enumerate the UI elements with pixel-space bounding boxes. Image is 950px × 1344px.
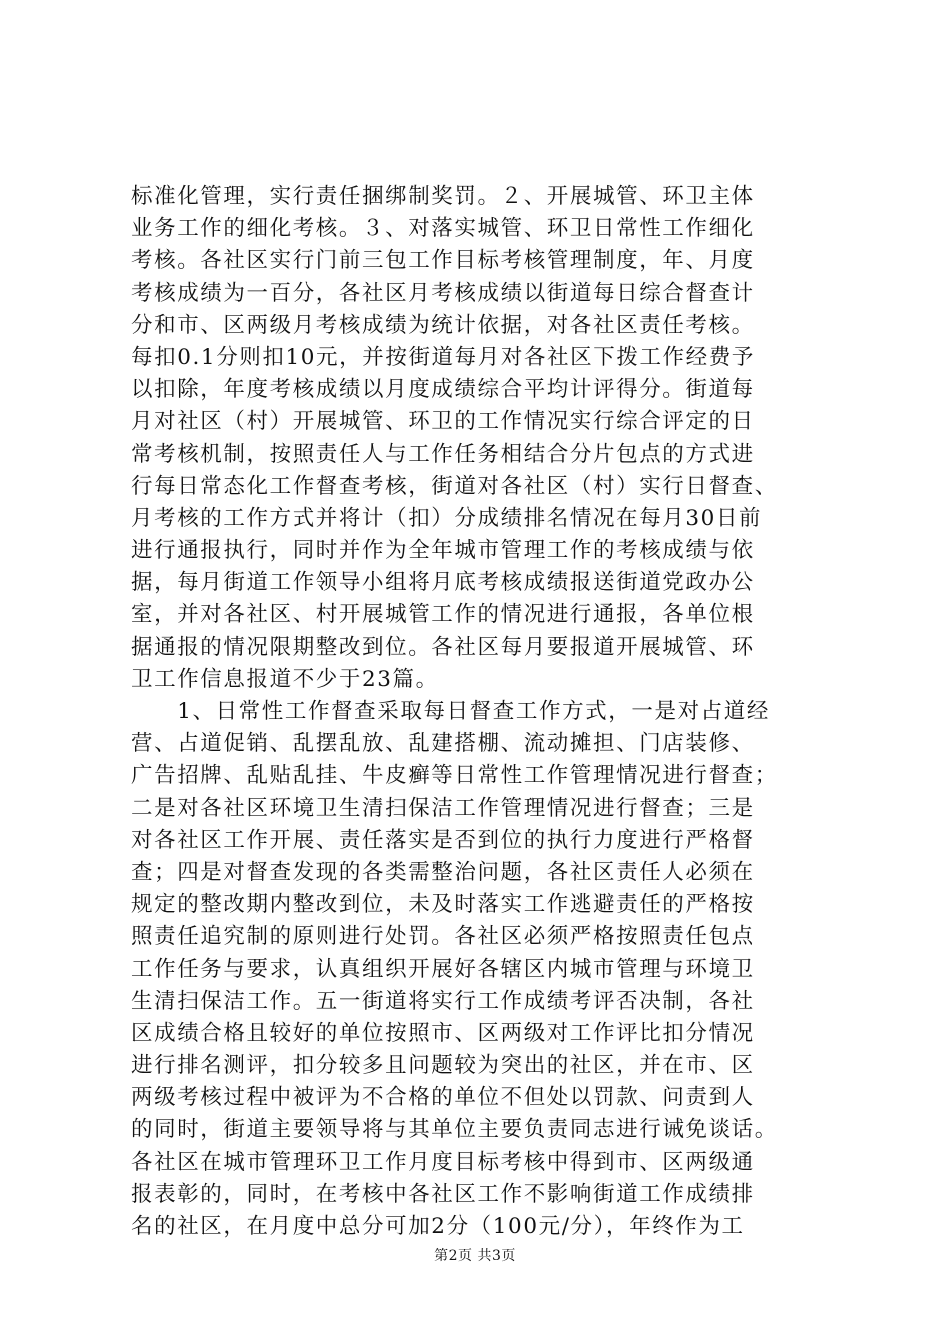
text-line: 标准化管理，实行责任捆绑制奖罚。２、开展城管、环卫主体 [131,184,755,209]
text-line: 考核成绩为一百分，各社区月考核成绩以街道每日综合督查计 [131,280,755,306]
text-line: 每扣0.1分则扣10元，并按街道每月对各社区下拨工作经费予 [131,344,755,370]
text-line: 业务工作的细化考核。３、对落实城管、环卫日常性工作细化 [131,216,755,242]
text-line: 名的社区，在月度中总分可加2分（100元/分），年终作为工 [131,1214,745,1239]
text-line: 的同时，街道主要领导将与其单位主要负责同志进行诫免谈话。 [131,1117,778,1143]
text-line: 室，并对各社区、村开展城管工作的情况进行通报，各单位根 [131,602,755,628]
text-line: 行每日常态化工作督查考核，街道对各社区（村）实行日督查、 [131,473,778,499]
text-line: 对各社区工作开展、责任落实是否到位的执行力度进行严格督 [131,827,755,853]
page-footer: 第2页 共3页 [434,1248,516,1264]
text-line: 规定的整改期内整改到位，未及时落实工作逃避责任的严格按 [131,892,755,918]
text-line: 卫工作信息报道不少于23篇。 [131,666,439,692]
text-line: 月考核的工作方式并将计（扣）分成绩排名情况在每月30日前 [131,505,763,531]
text-line: 两级考核过程中被评为不合格的单位不但处以罚款、问责到人 [131,1085,755,1111]
text-line: 常考核机制，按照责任人与工作任务相结合分片包点的方式进 [131,441,755,467]
text-line: 工作任务与要求，认真组织开展好各辖区内城市管理与环境卫 [131,956,755,982]
text-line: 考核。各社区实行门前三包工作目标考核管理制度，年、月度 [131,248,755,274]
text-line: 报表彰的，同时，在考核中各社区工作不影响街道工作成绩排 [131,1181,755,1207]
document-body [131,181,831,1243]
text-line: 二是对各社区环境卫生清扫保洁工作管理情况进行督查；三是 [131,795,755,821]
text-line: 据，每月街道工作领导小组将月底考核成绩报送街道党政办公 [131,570,755,596]
text-line: 查；四是对督查发现的各类需整治问题，各社区责任人必须在 [131,859,755,885]
text-line: 区成绩合格且较好的单位按照市、区两级对工作评比扣分情况 [131,1020,755,1046]
text-line: 分和市、区两级月考核成绩为统计依据，对各社区责任考核。 [131,312,755,338]
text-line: 以扣除，年度考核成绩以月度成绩综合平均计评得分。街道每 [131,377,755,403]
text-line: 营、占道促销、乱摆乱放、乱建搭棚、流动摊担、门店装修、 [131,731,755,757]
text-line: 生清扫保洁工作。五一街道将实行工作成绩考评否决制，各社 [131,988,755,1014]
text-line: 进行通报执行，同时并作为全年城市管理工作的考核成绩与依 [131,538,755,564]
text-line: 据通报的情况限期整改到位。各社区每月要报道开展城管、环 [131,634,755,660]
text-line: 广告招牌、乱贴乱挂、牛皮癣等日常性工作管理情况进行督查； [131,763,778,789]
text-line: 月对社区（村）开展城管、环卫的工作情况实行综合评定的日 [131,409,755,435]
text-line: 进行排名测评，扣分较多且问题较为突出的社区，并在市、区 [131,1053,755,1079]
text-line: 1、日常性工作督查采取每日督查工作方式，一是对占道经 [131,699,770,724]
text-line: 照责任追究制的原则进行处罚。各社区必须严格按照责任包点 [131,924,755,950]
text-line: 各社区在城市管理环卫工作月度目标考核中得到市、区两级通 [131,1149,755,1175]
